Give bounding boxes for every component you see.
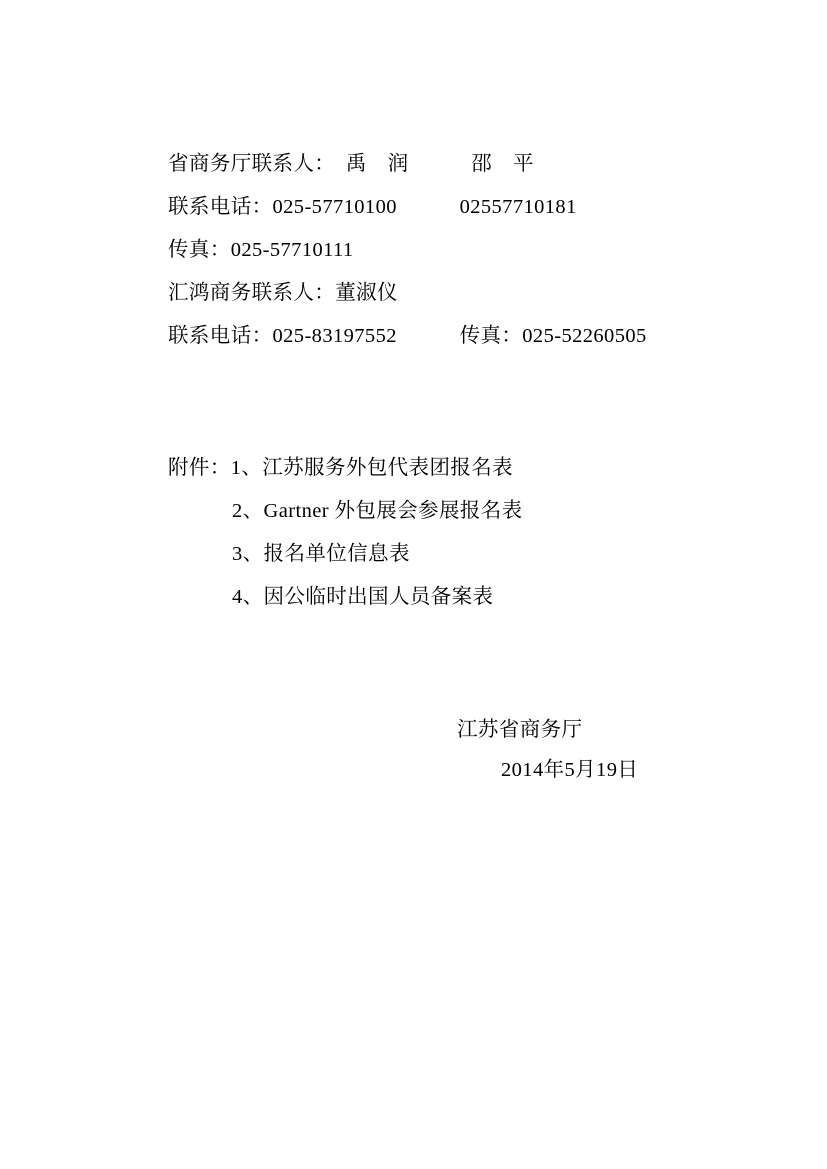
contact-line-province-fax: 传真：025-57710111 (168, 239, 354, 261)
attachment-item-3: 3、报名单位信息表 (232, 543, 410, 565)
attachment-item-4: 4、因公临时出国人员备案表 (232, 586, 494, 608)
attachment-item-1: 附件：1、江苏服务外包代表团报名表 (168, 457, 514, 479)
signature-block (168, 710, 728, 790)
attachment-list-block (168, 447, 728, 619)
attachment-item-2: 2、Gartner 外包展会参展报名表 (232, 500, 523, 522)
contact-line-province-contacts: 省商务厅联系人： 禹 润 邵 平 (168, 153, 534, 175)
signature-date: 2014年5月19日 (501, 759, 639, 781)
contact-line-huihong-phone-fax: 联系电话：025-83197552 传真：025-52260505 (168, 325, 647, 347)
contact-line-huihong-contact: 汇鸿商务联系人：董淑仪 (168, 282, 398, 304)
contact-information-block (168, 143, 728, 358)
contact-line-province-phone: 联系电话：025-57710100 02557710181 (168, 196, 577, 218)
signature-organization: 江苏省商务厅 (457, 719, 583, 741)
